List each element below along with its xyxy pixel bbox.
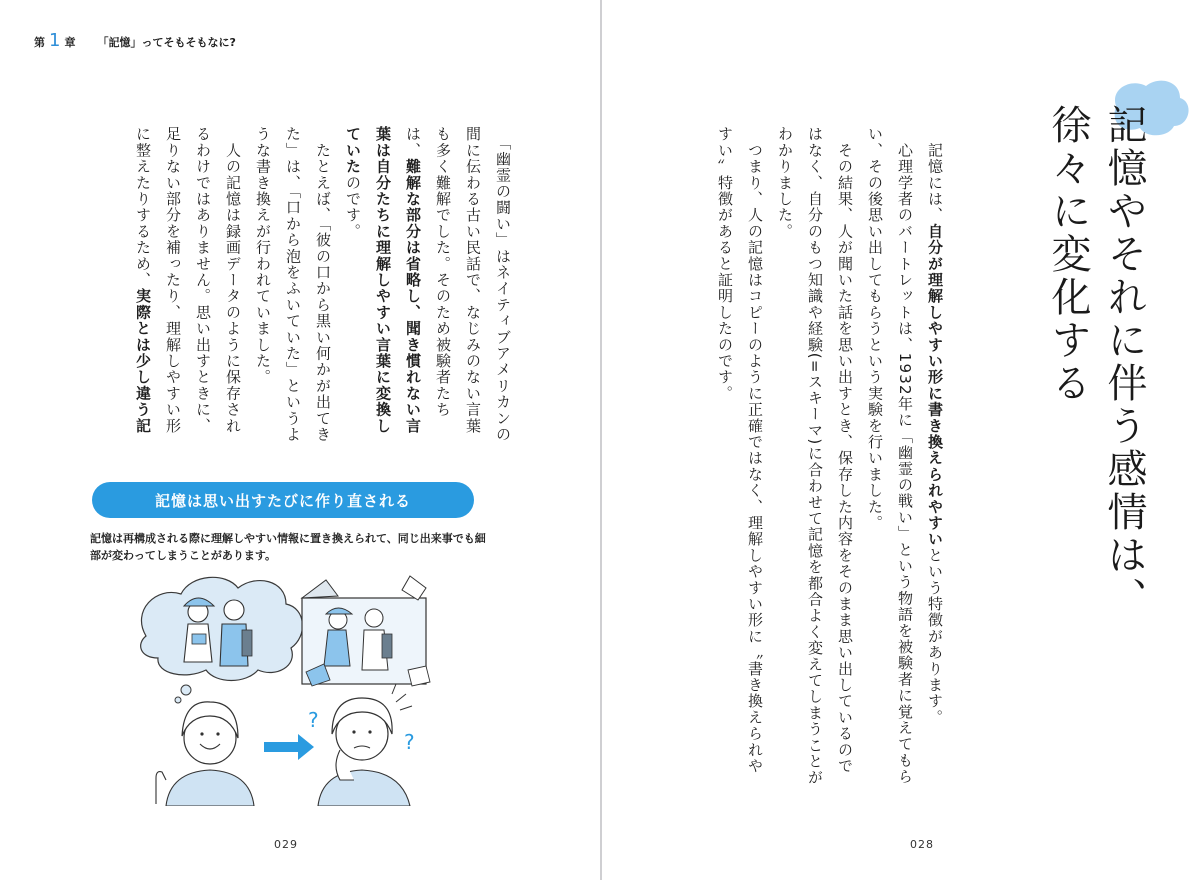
right-text-run: 心理学者のバートレットは、1932年に「幽霊の戦い」という物語を被験者に覚えてもらい、その後思い出してもらうという実験を行いました。: [866, 126, 914, 785]
right-text-run: つまり、人の記憶はコピーのように正確ではなく、理解しやすい形に〝書き換えられやすい〟特徴があると証明したのです。: [716, 126, 764, 775]
left-paragraph: [248, 126, 338, 446]
right-paragraph: [710, 126, 770, 786]
chapter-title: 「記憶」ってそもそもなに?: [97, 36, 236, 49]
page-number-right: 028: [910, 838, 934, 851]
running-header: [34, 32, 236, 52]
question-mark-1: ?: [308, 708, 319, 732]
left-text-run: たとえば、「彼の口から黒い何かが出てきた」は、「口から泡をふいていた」というような書き換えが行われていました。: [254, 126, 332, 443]
right-paragraph: [770, 126, 860, 786]
left-text-run: 「幽霊の闘い」はネイティブアメリカンの間に伝わる古い民話で、なじみのない言葉も多く難解でした。そのため被験者たちは、: [404, 126, 512, 443]
chapter-number: 1: [49, 30, 61, 51]
left-text-run: 人の記憶は録画データのように保存されるわけではありません。思い出すときに、足りない部分を補ったり、理解しやすい形に整えたりするため、: [134, 126, 242, 434]
right-text-run: 記憶には、: [926, 142, 944, 224]
left-text-run: のです。: [344, 174, 362, 240]
left-paragraph: [338, 126, 518, 446]
page-number-left: 029: [274, 838, 298, 851]
chapter-suffix: 章: [64, 36, 76, 49]
chapter-prefix: 第: [34, 36, 45, 49]
left-paragraph: [128, 126, 248, 446]
right-paragraph: [860, 126, 920, 786]
question-mark-2: ?: [404, 730, 415, 754]
right-body-text: [700, 126, 950, 786]
right-text-run: その結果、人が聞いた話を思い出すとき、保存した内容をそのまま思い出しているのではなく、自分のもつ知識や経験(=スキーマ)に合わせて記憶を都合よく変えてしまうことがわかりました。: [776, 126, 854, 786]
right-text-run: という特徴があります。: [926, 547, 944, 726]
left-emphasis: 難解な部分は省略し、聞き慣れない言葉は自分たちに理解しやすい言葉に変換していた: [344, 126, 422, 434]
left-body-text: [62, 126, 518, 446]
left-emphasis: 実際とは少し違う記: [134, 288, 152, 434]
figure-caption: 記憶は再構成される際に理解しやすい情報に置き換えられて、同じ出来事でも細部が変わってしまうことがあります。: [90, 532, 486, 562]
figure-banner: 記憶は思い出すたびに作り直される: [92, 482, 474, 518]
right-paragraph: [920, 126, 950, 786]
memory-illustration: [126, 566, 446, 806]
section-heading: 記憶やそれに伴う感情は、徐々に変化する: [1045, 104, 1147, 620]
right-emphasis: 自分が理解しやすい形に書き換えられやすい: [926, 223, 944, 548]
